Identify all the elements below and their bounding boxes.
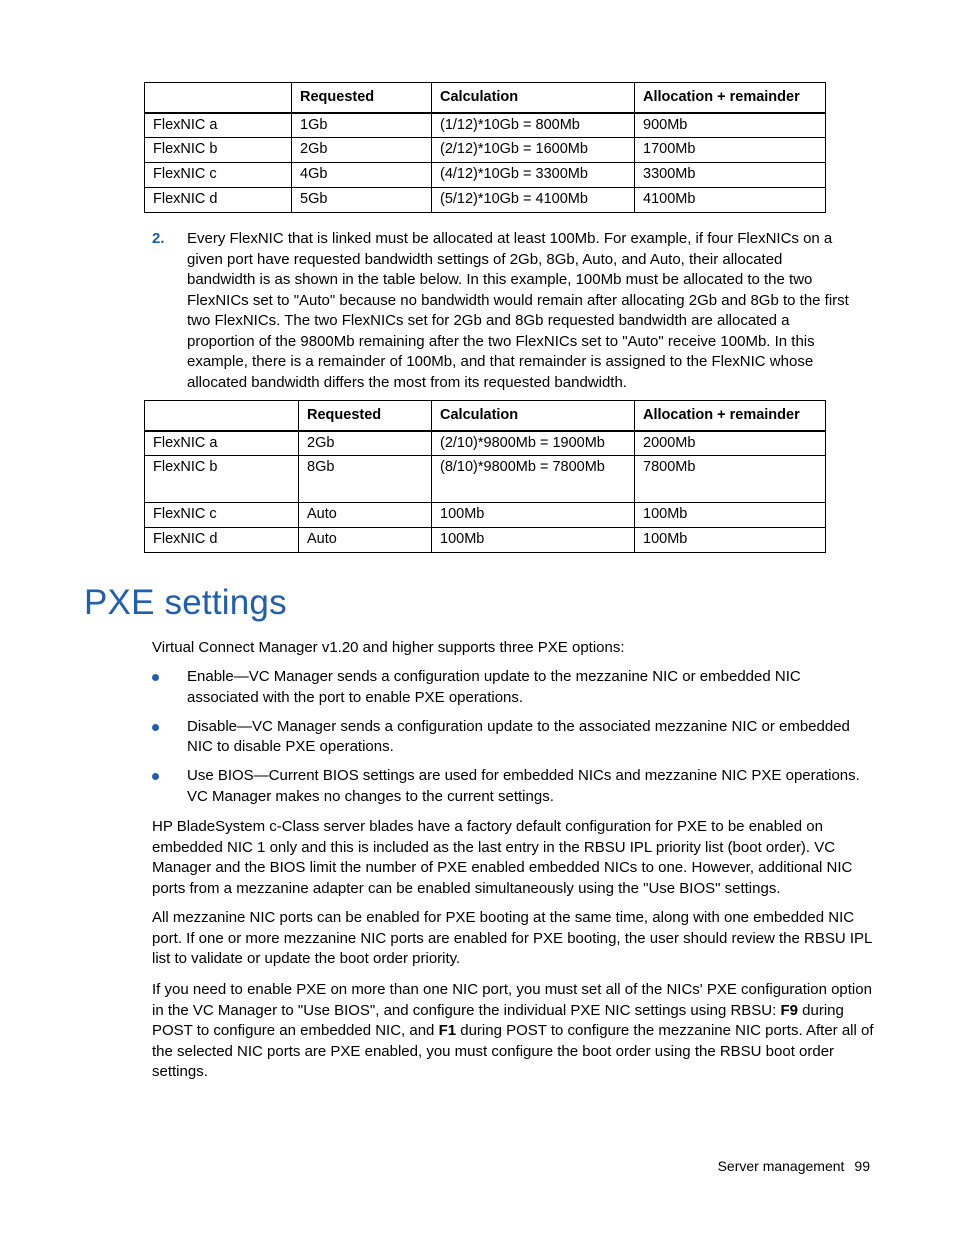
page-footer [718,1158,870,1174]
paragraph-text: during POST to configure the mezzanine NIC ports. After all of the selected NIC ports are PXE enabled, you must configure the boot order using the RBSU boot order settings. [152,1022,874,1080]
table-cell: (8/10)*9800Mb = 7800Mb [432,456,635,503]
table-cell: 7800Mb [635,456,826,503]
table-cell: 1700Mb [635,138,826,163]
table-header-cell [145,401,299,431]
step-number: 2. [152,230,165,247]
table-header-row [145,401,826,431]
table-row [145,528,826,553]
table-cell: 3300Mb [635,163,826,188]
table-cell: 900Mb [635,113,826,138]
table-header-cell: Requested [292,83,432,113]
list-item-text: Enable—VC Manager sends a configuration update to the mezzanine NIC or embedded NIC associated with the port to enable PXE operations. [187,668,801,706]
table-cell: 8Gb [299,456,432,503]
table-cell: 2000Mb [635,431,826,456]
step-item [152,229,852,393]
table-header-row [145,83,826,113]
list-item-text: Disable—VC Manager sends a configuration update to the associated mezzanine NIC or embedded NIC to disable PXE operations. [187,717,850,755]
table-cell: FlexNIC d [145,188,292,213]
footer-section: Server management [717,1158,845,1174]
table-cell: 100Mb [432,528,635,553]
table-row [145,503,826,528]
table-row [145,163,826,188]
body-paragraph: All mezzanine NIC ports can be enabled for PXE booting at the same time, along with one embedded NIC port. If one or more mezzanine NIC ports are enabled for PXE booting, the user should review the RBSU IPL list to validate or update the boot order priority. [152,909,872,967]
table-row [145,456,826,503]
table-cell: 5Gb [292,188,432,213]
bandwidth-table-1 [144,82,826,213]
paragraph-text: If you need to enable PXE on more than one NIC port, you must set all of the NICs' PXE configuration option in the VC Manager to "Use BIOS", and configure the individual PXE NIC settings using RBSU: [152,981,872,1019]
paragraph-text: during POST to configure an embedded NIC, and [152,1001,844,1039]
list-item [152,717,872,758]
table-row [145,113,826,138]
table-header-cell [145,83,292,113]
table-cell: FlexNIC a [145,113,292,138]
table-header-cell: Requested [299,401,432,431]
step-list [152,229,852,393]
page-number: 99 [854,1158,870,1174]
key-name: F1 [438,1022,457,1039]
body-paragraph: HP BladeSystem c-Class server blades have a factory default configuration for PXE to be enabled on embedded NIC 1 only and this is included as the last entry in the RBSU IPL priority list (boot order). VC Manager and the BIOS limit the number of PXE enabled embedded NICs to one. However, additional NIC ports from a mezzanine adapter can be enabled simultaneously using the "Use BIOS" settings. [152,818,853,897]
key-name: F9 [780,1001,798,1019]
section-title: PXE settings [84,583,287,622]
bandwidth-table-2 [144,400,826,553]
table-header-cell: Allocation + remainder [635,83,826,113]
table-header-cell: Calculation [432,83,635,113]
table-cell: 2Gb [292,138,432,163]
table-cell: 1Gb [292,113,432,138]
table-cell: FlexNIC b [145,138,292,163]
step-text: Every FlexNIC that is linked must be allocated at least 100Mb. For example, if four FlexNICs on a given port have requested bandwidth settings of 2Gb, 8Gb, Auto, and Auto, their allocated bandwidth is as shown in the table below. In this example, 100Mb must be allocated to the two FlexNICs set to "Auto" because no bandwidth would remain after allocating 2Gb and 8Gb to the first two FlexNICs. The two FlexNICs set for 2Gb and 8Gb requested bandwidth are allocated a proportion of the 9800Mb remaining after the two FlexNICs set to "Auto" receive 100Mb. In this example, there is a remainder of 100Mb, and that remainder is assigned to the FlexNIC whose allocated bandwidth differs the most from its requested bandwidth. [187,230,849,391]
table-cell: 2Gb [299,431,432,456]
table-cell: Auto [299,528,432,553]
table-cell: (2/10)*9800Mb = 1900Mb [432,431,635,456]
table-cell: 4100Mb [635,188,826,213]
list-item-text: Use BIOS—Current BIOS settings are used for embedded NICs and mezzanine NIC PXE operations. VC Manager makes no changes to the current settings. [187,767,860,805]
table-header-cell: Allocation + remainder [635,401,826,431]
table-cell: (5/12)*10Gb = 4100Mb [432,188,635,213]
table-cell: 100Mb [635,528,826,553]
list-item [152,667,872,708]
table-row [145,431,826,456]
table-cell: (2/12)*10Gb = 1600Mb [432,138,635,163]
table-row [145,138,826,163]
bullet-icon [152,674,159,681]
table-cell: FlexNIC b [145,456,299,503]
bullet-icon [152,724,159,731]
table-cell: (4/12)*10Gb = 3300Mb [432,163,635,188]
table-cell: (1/12)*10Gb = 800Mb [432,113,635,138]
table-cell: 100Mb [635,503,826,528]
bullet-icon [152,773,159,780]
table-cell: Auto [299,503,432,528]
table-cell: 100Mb [432,503,635,528]
pxe-options-list [152,667,872,816]
table-cell: FlexNIC d [145,528,299,553]
table-cell: 4Gb [292,163,432,188]
table-cell: FlexNIC c [145,163,292,188]
list-item [152,766,872,807]
intro-paragraph: Virtual Connect Manager v1.20 and higher supports three PXE options: [152,639,625,656]
table-header-cell: Calculation [432,401,635,431]
table-cell: FlexNIC c [145,503,299,528]
table-cell: FlexNIC a [145,431,299,456]
body-paragraph [152,980,874,1083]
table-row [145,188,826,213]
